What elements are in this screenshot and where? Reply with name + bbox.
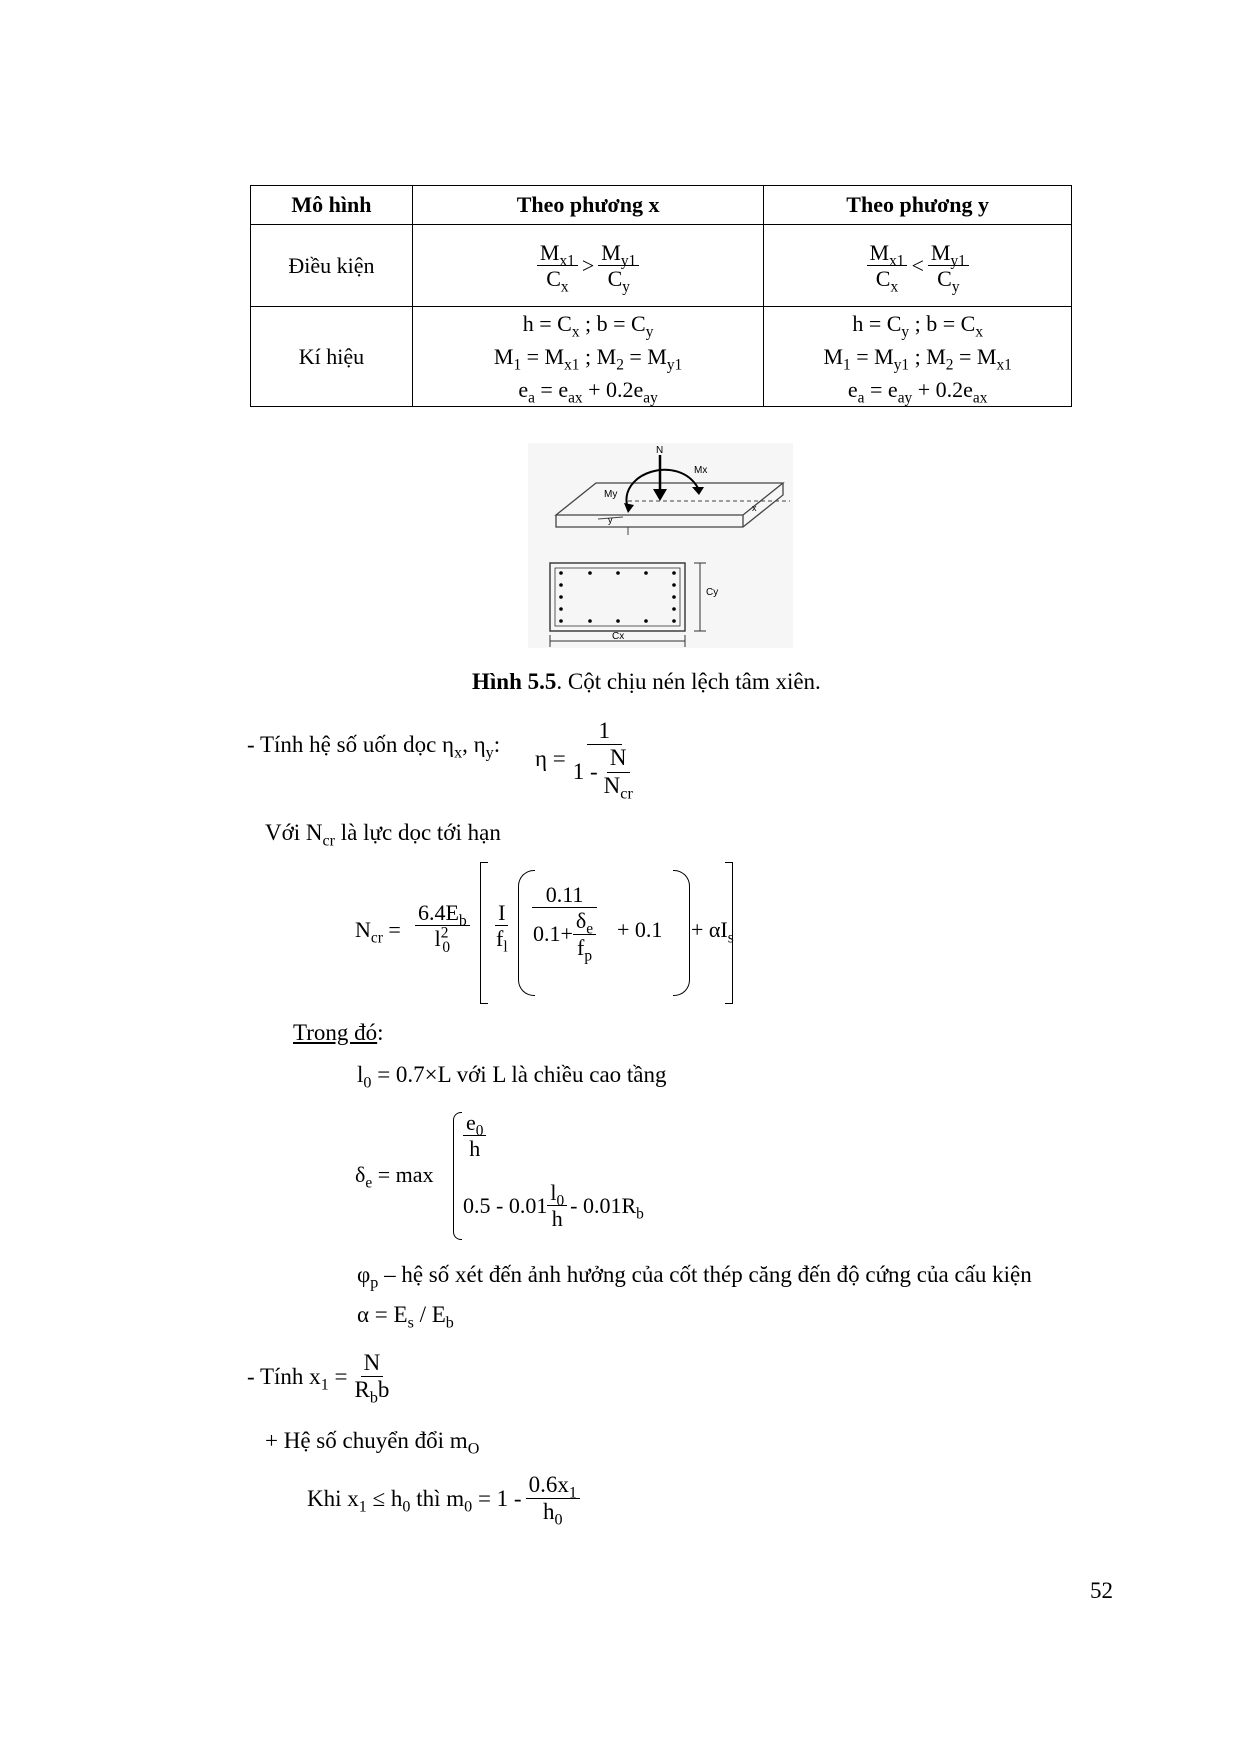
table-row-symbols — [251, 307, 1072, 407]
symbols-label: Kí hiệu — [251, 307, 413, 407]
label-N: N — [656, 445, 664, 456]
delta-e-formula: $\delta_e = \max$ $\frac{e_0}{h}$ 0.5 - 0.01 $\frac{l_0}{h}$ - $0.01R_b$ — [355, 1110, 685, 1245]
label-Cy: Cy — [706, 587, 719, 598]
condition-y: $\frac{M_{x1}}{C_x}$ < $\frac{M_{y1}}{C_y}$ — [764, 225, 1072, 307]
column-figure — [528, 443, 793, 648]
table-row-condition — [251, 225, 1072, 307]
condition-x: $\frac{M_{x1}}{C_x}$ > $\frac{M_{y1}}{C_y}$ — [412, 225, 764, 307]
label-Cx: Cx — [612, 631, 625, 642]
eta-formula: η = 1 1 - $\frac{N}{N_{cr}}$ — [535, 718, 633, 803]
ncr-formula: $N_{cr}$ = $\frac{6.4E_b}{l^2_0}$ $\frac{I}{f_l}$ 0.11 0.1+ $\frac{\delta_e}{f_p}$ + 0.1 + $\alpha I_s$ — [355, 862, 740, 1007]
header-direction-x: Theo phương x — [412, 186, 764, 225]
label-x: x — [752, 503, 757, 513]
label-My: My — [604, 489, 618, 500]
table-header-row — [251, 186, 1072, 225]
paren-right — [673, 870, 690, 996]
trong-do-label: Trong đó: — [293, 1020, 384, 1045]
model-table — [250, 185, 1072, 407]
comparison-operator: < — [911, 252, 924, 278]
label-y: y — [608, 515, 613, 525]
phi-definition: $\varphi_p$ – hệ số xét đến ảnh hưởng của cốt thép căng đến độ cứng của cấu kiện — [357, 1262, 1032, 1292]
figure-caption: Hình 5.5. Cột chịu nén lệch tâm xiên. — [472, 669, 821, 694]
m0-intro: + Hệ số chuyển đổi $m_O$ — [265, 1428, 480, 1458]
label-Mx: Mx — [694, 465, 708, 476]
brace — [453, 1112, 462, 1240]
comparison-operator: > — [581, 252, 595, 278]
page-number: 52 — [1090, 1578, 1113, 1603]
bracket-left — [480, 862, 488, 1004]
header-direction-y: Theo phương y — [764, 186, 1072, 225]
m0-formula: Khi $x_1 \le h_0$ thì $m_0 = 1$ - $\frac{0.6x_1}{h_0}$ — [307, 1472, 580, 1526]
alpha-definition: $\alpha = E_s / E_b$ — [357, 1302, 454, 1332]
x1-formula: - Tính $x_1$ = $\frac{N}{R_bb}$ — [247, 1350, 390, 1408]
eta-intro: - Tính hệ số uốn dọc $\eta_x$, $\eta_y$: — [247, 732, 501, 762]
ncr-intro: Với $N_{cr}$ là lực dọc tới hạn — [265, 820, 501, 850]
header-model: Mô hình — [251, 186, 413, 225]
symbols-y: $h = C_y$ ; $b = C_x$ $M_1 = M_{y1}$ ; $M_2 = M_{x1}$ $e_a = e_{ay} + 0.2e_{ax}$ — [764, 307, 1072, 407]
condition-label: Điều kiện — [251, 225, 413, 307]
symbols-x: $h = C_x$ ; $b = C_y$ $M_1 = M_{x1}$ ; $M_2 = M_{y1}$ $e_a = e_{ax} + 0.2e_{ay}$ — [412, 307, 764, 407]
l0-definition: $l_0 = 0.7\times L$ với L là chiều cao tầng — [357, 1062, 667, 1092]
